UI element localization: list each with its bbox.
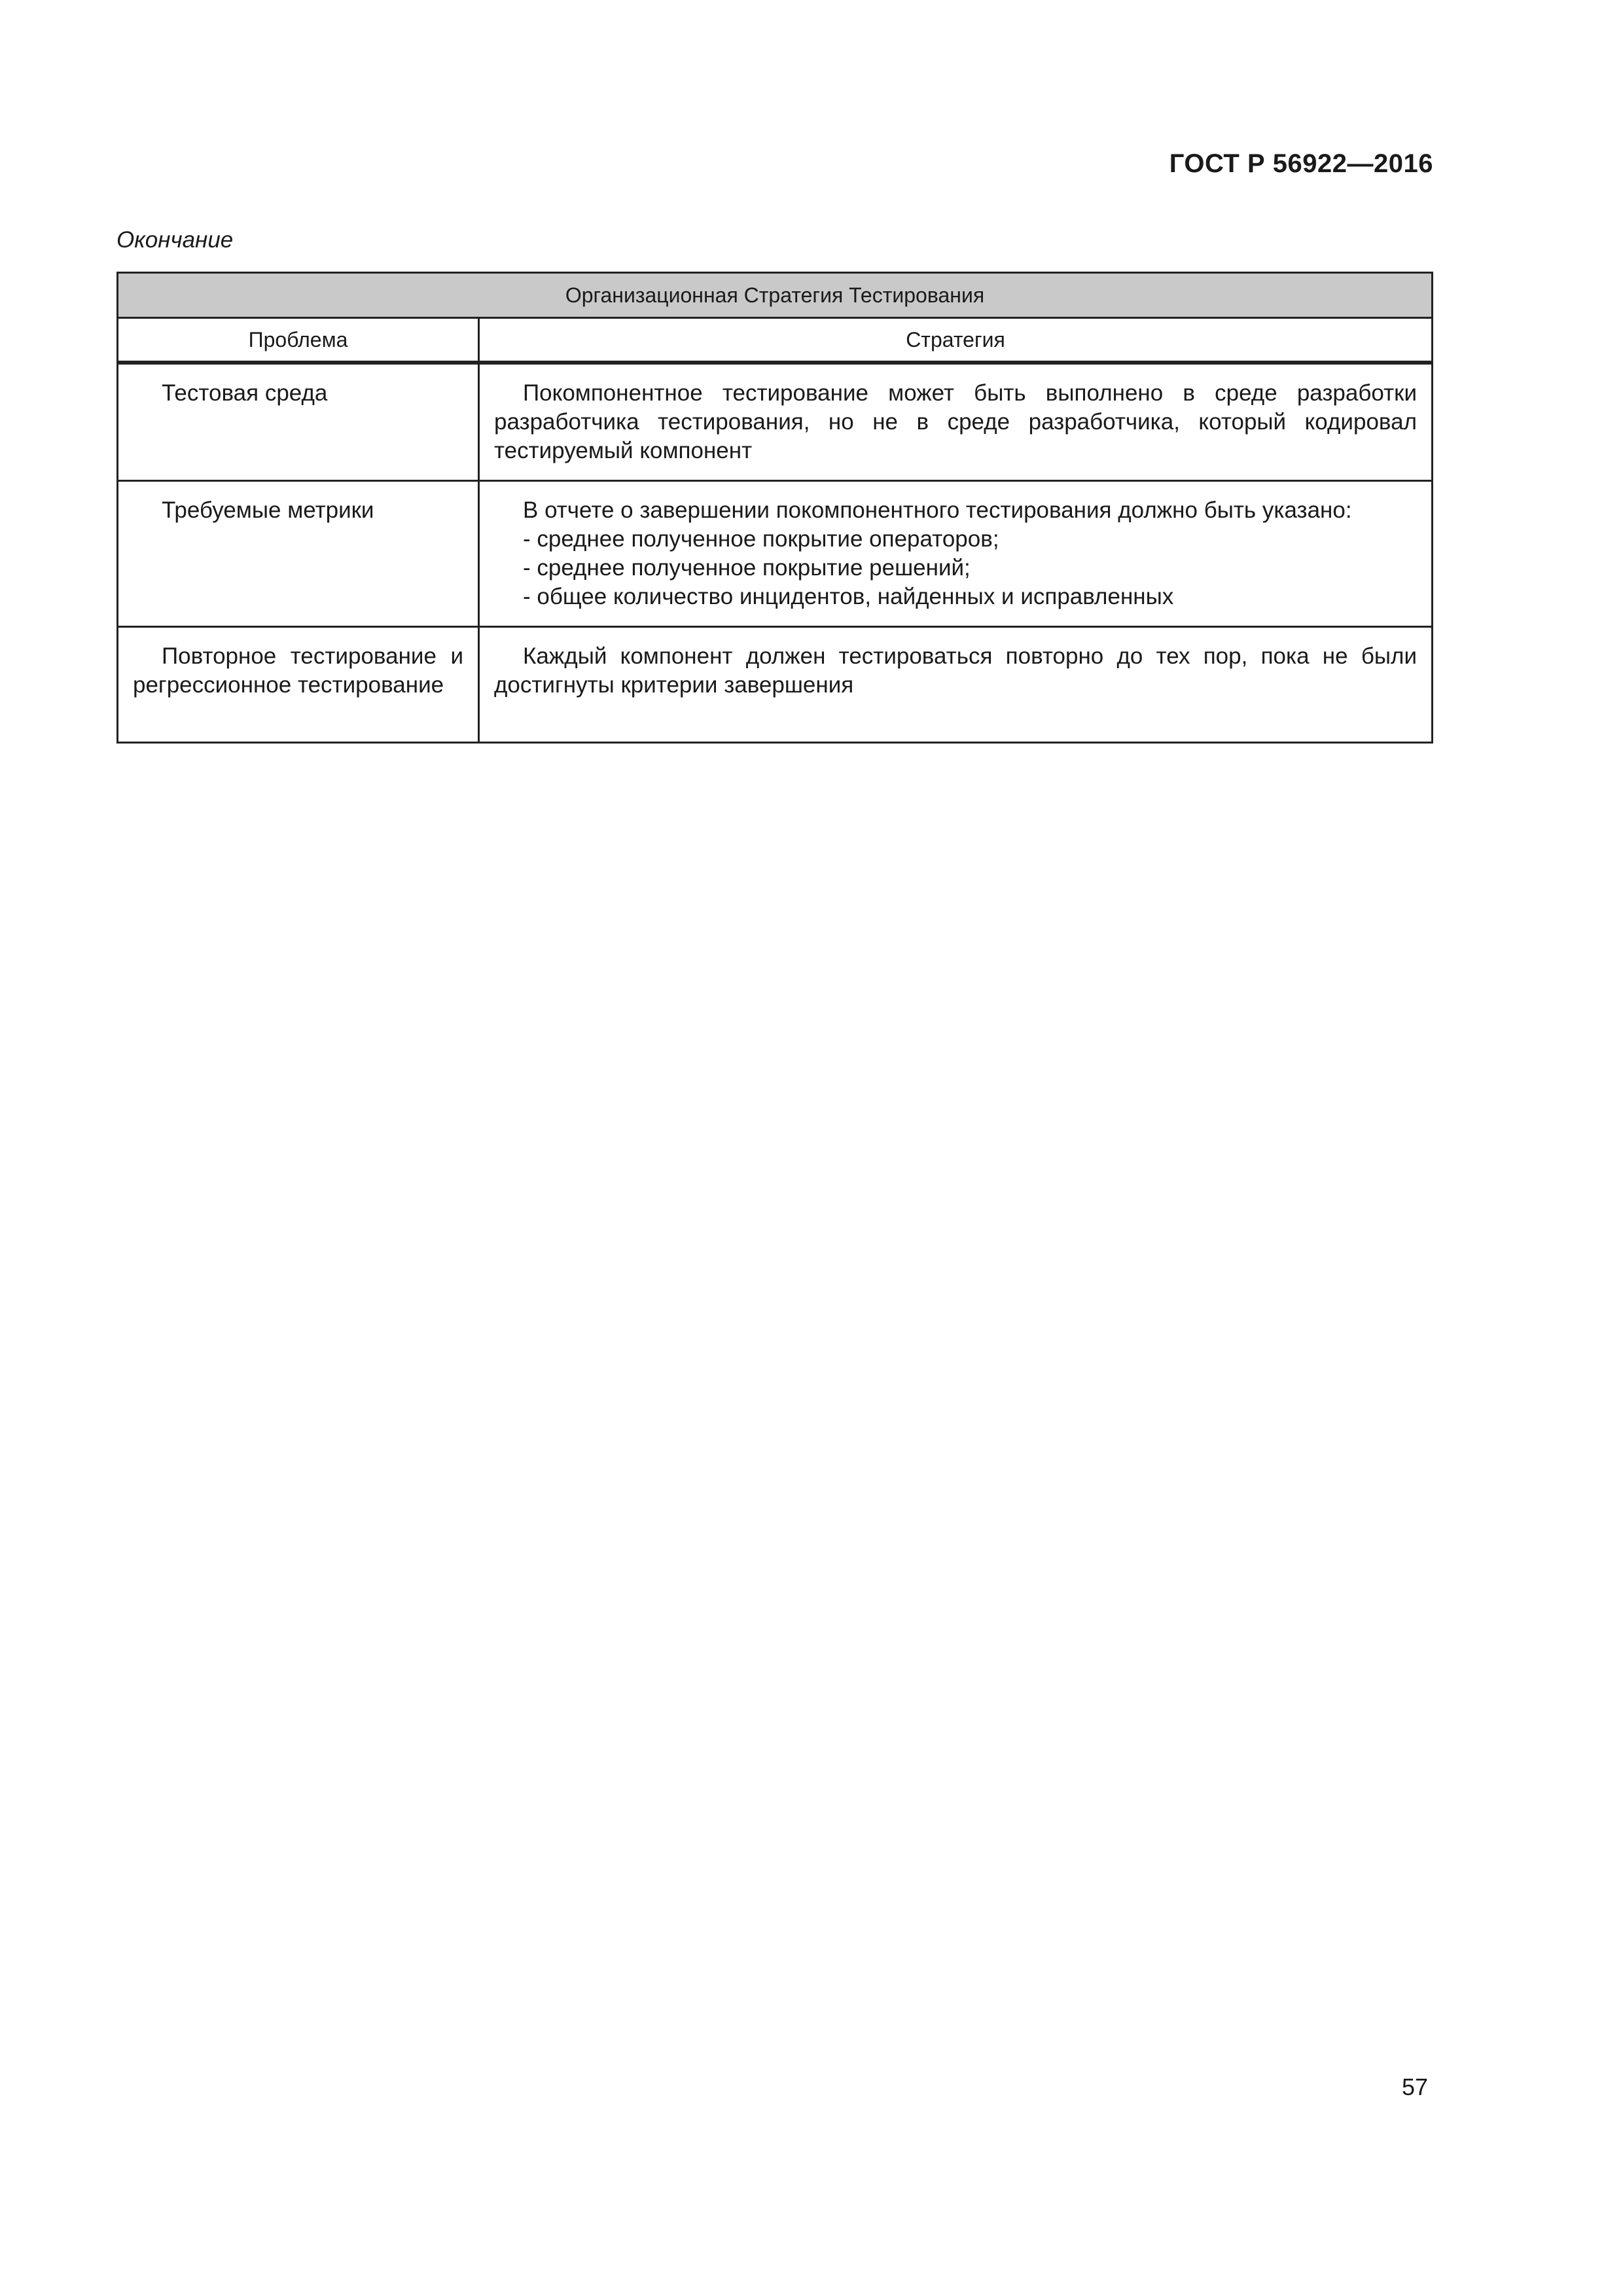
strategy-list-item: - среднее полученное покрытие решений; bbox=[523, 555, 971, 581]
table-title: Организационная Стратегия Тестирования bbox=[118, 273, 1433, 318]
table-row bbox=[118, 627, 1433, 743]
problem-cell bbox=[118, 363, 479, 481]
problem-text: Требуемые метрики bbox=[162, 497, 374, 523]
strategy-list-item: - среднее полученное покрытие операторов; bbox=[523, 526, 999, 552]
document-code: ГОСТ Р 56922—2016 bbox=[1169, 149, 1433, 178]
table-header-row bbox=[118, 318, 1433, 363]
problem-text: Повторное тестирование и регрессионное тестирование bbox=[133, 643, 463, 698]
strategy-text: Каждый компонент должен тестироваться повторно до тех пор, пока не были достигнуты критерии завершения bbox=[494, 643, 1417, 698]
continuation-label: Окончание bbox=[116, 227, 234, 253]
table-title-row bbox=[118, 273, 1433, 318]
page-number: 57 bbox=[1401, 2073, 1428, 2100]
table-row bbox=[118, 363, 1433, 481]
strategy-cell bbox=[479, 627, 1433, 743]
strategy-list-item: - общее количество инцидентов, найденных и исправленных bbox=[523, 584, 1174, 609]
problem-text: Тестовая среда bbox=[162, 380, 328, 406]
problem-cell bbox=[118, 627, 479, 743]
strategy-cell bbox=[479, 363, 1433, 481]
strategy-text: Покомпонентное тестирование может быть выполнено в среде разработки разработчика тестирования, но не в среде разработчика, который кодировал тестируемый компонент bbox=[494, 380, 1417, 463]
column-header-strategy: Стратегия bbox=[479, 318, 1433, 363]
strategy-cell bbox=[479, 481, 1433, 627]
table-row bbox=[118, 481, 1433, 627]
problem-cell bbox=[118, 481, 479, 627]
column-header-problem: Проблема bbox=[118, 318, 479, 363]
strategy-text: В отчете о завершении покомпонентного тестирования должно быть указано: bbox=[523, 497, 1352, 523]
strategy-table bbox=[116, 272, 1433, 744]
